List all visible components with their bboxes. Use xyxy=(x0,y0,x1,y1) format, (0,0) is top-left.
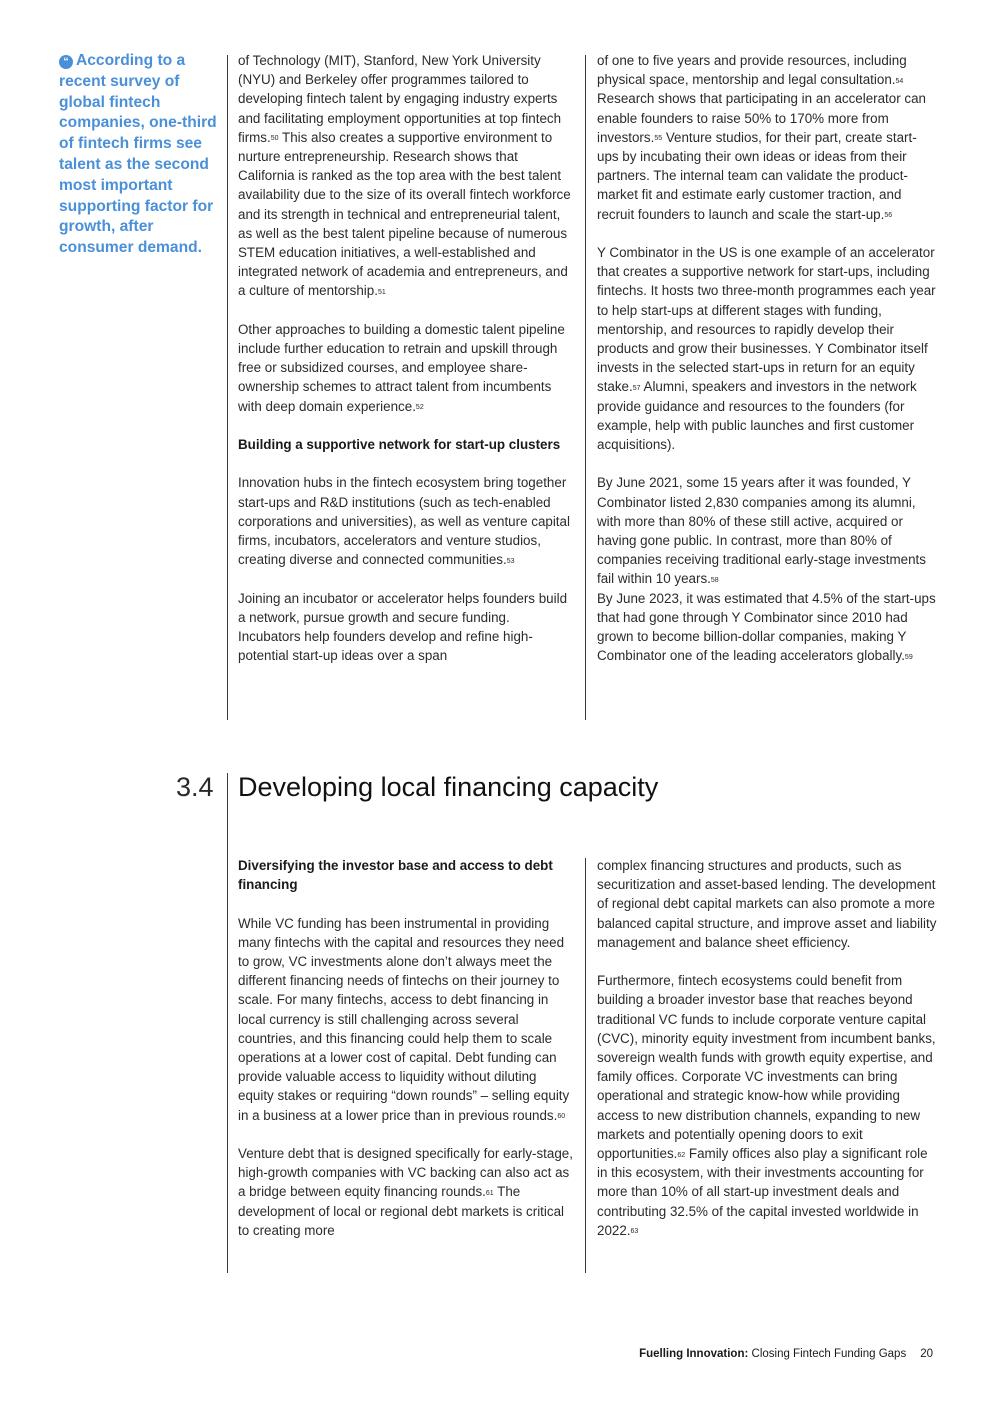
paragraph: Y Combinator in the US is one example of an accelerator that creates a supportive network for start-ups, including fintechs. It hosts two three-month programmes each year to help start-ups at different stages with funding, mentorship, and resources to rapidly develop their products and grow their businesses. Y Combinator itself invests in the selected start-ups in return for an equity stake.$^{57}$ Alumni, speakers and investors in the network provide guidance and resources to the founders (for example, help with public launches and first customer acquisitions). xyxy=(597,245,936,453)
pull-quote xyxy=(59,51,217,259)
paragraph: Joining an incubator or accelerator helps founders build a network, pursue growth and secure funding. Incubators help founders develop and refine high-potential start-up ideas over a span xyxy=(238,590,568,664)
paragraph: complex financing structures and products, such as securitization and asset-based lending. The development of regional debt capital markets can also promote a more balanced capital structure, and improve asset and liability management and balance sheet efficiency. xyxy=(597,858,937,950)
footnote-ref: 51 xyxy=(377,289,386,297)
upper-column-right xyxy=(597,51,937,665)
page-footer xyxy=(639,1346,933,1362)
page-number: 20 xyxy=(920,1348,933,1360)
footnote-ref: 63 xyxy=(630,1228,639,1236)
subheading: Building a supportive network for start-up clusters xyxy=(238,437,561,453)
paragraph: Venture debt that is designed specifically for early-stage, high-growth companies with VC backing can also act as a bridge between equity financing rounds.$^{61}$ The development of local or regional debt markets is critical to creating more xyxy=(238,1146,573,1238)
section-number: 3.4 xyxy=(176,772,214,802)
footnote-ref: 61 xyxy=(485,1190,494,1198)
footnote-ref: 53 xyxy=(506,557,515,565)
paragraph: of Technology (MIT), Stanford, New York University (NYU) and Berkeley offer programmes tailored to developing fintech talent by engaging industry experts and facilitating employment opportunities at top fintech firms.$^{50}$ This also creates a supportive environment to nurture entrepreneurship. Research shows that California is ranked as the top area with the best talent availability due to the size of its overall fintech workforce and its strength in technical and entrepreneurial talent, as well as the best talent pipeline because of numerous STEM education initiatives, a well-established and integrated network of academia and entrepreneurs, and a culture of mentorship.$^{51}$ xyxy=(238,53,571,299)
column-divider xyxy=(227,55,228,720)
section-title: Developing local financing capacity xyxy=(238,772,659,802)
subheading: Diversifying the investor base and access to debt financing xyxy=(238,858,553,893)
footnote-ref: 55 xyxy=(654,135,663,143)
paragraph: Innovation hubs in the fintech ecosystem bring together start-ups and R&D institutions (such as tech-enabled corporations and universities), as well as venture capital firms, incubators, accelerators and venture studios, creating diverse and connected communities.$^{53}$ xyxy=(238,475,570,568)
lower-column-right xyxy=(597,856,937,1240)
footnote-ref: 60 xyxy=(557,1113,566,1121)
footnote-ref: 57 xyxy=(632,385,641,393)
footer-report-subtitle: Closing Fintech Funding Gaps xyxy=(748,1348,907,1360)
column-divider xyxy=(585,55,586,720)
pull-quote-text: According to a recent survey of global fintech companies, one-third of fintech firms see talent as the second most important supporting factor for growth, after consumer demand. xyxy=(59,52,217,257)
paragraph: Furthermore, fintech ecosystems could benefit from building a broader investor base that reaches beyond traditional VC funds to include corporate venture capital (CVC), minority equity investment from incumbent banks, sovereign wealth funds with growth equity expertise, and family offices. Corporate VC investments can bring operational and strategic know-how while providing access to new distribution channels, expanding to new markets and potentially opening doors to exit opportunities.$^{62}$ Family offices also play a significant role in this ecosystem, with their investments accounting for more than 10% of all start-up investment deals and contributing 32.5% of the capital invested worldwide in 2022.63 xyxy=(597,973,936,1238)
paragraph: By June 2023, it was estimated that 4.5% of the start-ups that had gone through Y Combinator since 2010 had grown to become billion-dollar companies, making Y Combinator one of the leading accelerators globally.$^{59}$ xyxy=(597,590,936,664)
footnote-ref: 62 xyxy=(677,1151,686,1159)
footnote-ref: 50 xyxy=(270,135,279,143)
lower-column-left xyxy=(238,856,574,1240)
column-divider xyxy=(585,858,586,1273)
footer-report-title: Fuelling Innovation: xyxy=(639,1348,749,1360)
footnote-ref: 52 xyxy=(415,404,424,412)
paragraph: While VC funding has been instrumental in providing many fintechs with the capital and resources they need to grow, VC investments alone don’t always meet the different financing needs of fintechs on their journey to scale. For many fintechs, access to debt financing in local currency is still challenging across several countries, and this financing could help them to scale operations at a lower cost of capital. Debt funding can provide valuable access to liquidity without diluting equity stakes or requiring “down rounds” – selling equity in a business at a lower price than in previous rounds.$^{60}$ xyxy=(238,915,570,1123)
footnote-ref: 54 xyxy=(895,77,904,85)
paragraph: Other approaches to building a domestic talent pipeline include further education to retrain and upskill through free or subsidized courses, and employee share-ownership schemes to attract talent from incumbents with deep domain experience.$^{52}$ xyxy=(238,321,565,414)
upper-column-left xyxy=(238,51,574,665)
paragraph: By June 2021, some 15 years after it was founded, Y Combinator listed 2,830 companies among its alumni, with more than 80% of these still active, acquired or having gone public. In contrast, more than 80% of companies receiving traditional early-stage investments fail within 10 years.$^{58}$ xyxy=(597,475,926,587)
section-divider xyxy=(227,773,228,1273)
quote-icon: “ xyxy=(59,55,73,69)
footnote-ref: 58 xyxy=(710,577,719,585)
paragraph: of one to five years and provide resources, including physical space, mentorship and legal consultation.$^{54}$ Research shows that participating in an accelerator can enable founders to raise 50% to 170% more from investors.$^{55}$ Venture studios, for their part, create start-ups by incubating their own ideas or ideas from their partners. The internal team can validate the product-market fit and estimate early customer traction, and recruit founders to launch and scale the start-up.$^{56}$ xyxy=(597,53,926,222)
footnote-ref: 59 xyxy=(904,653,913,661)
footnote-ref: 56 xyxy=(884,212,893,220)
